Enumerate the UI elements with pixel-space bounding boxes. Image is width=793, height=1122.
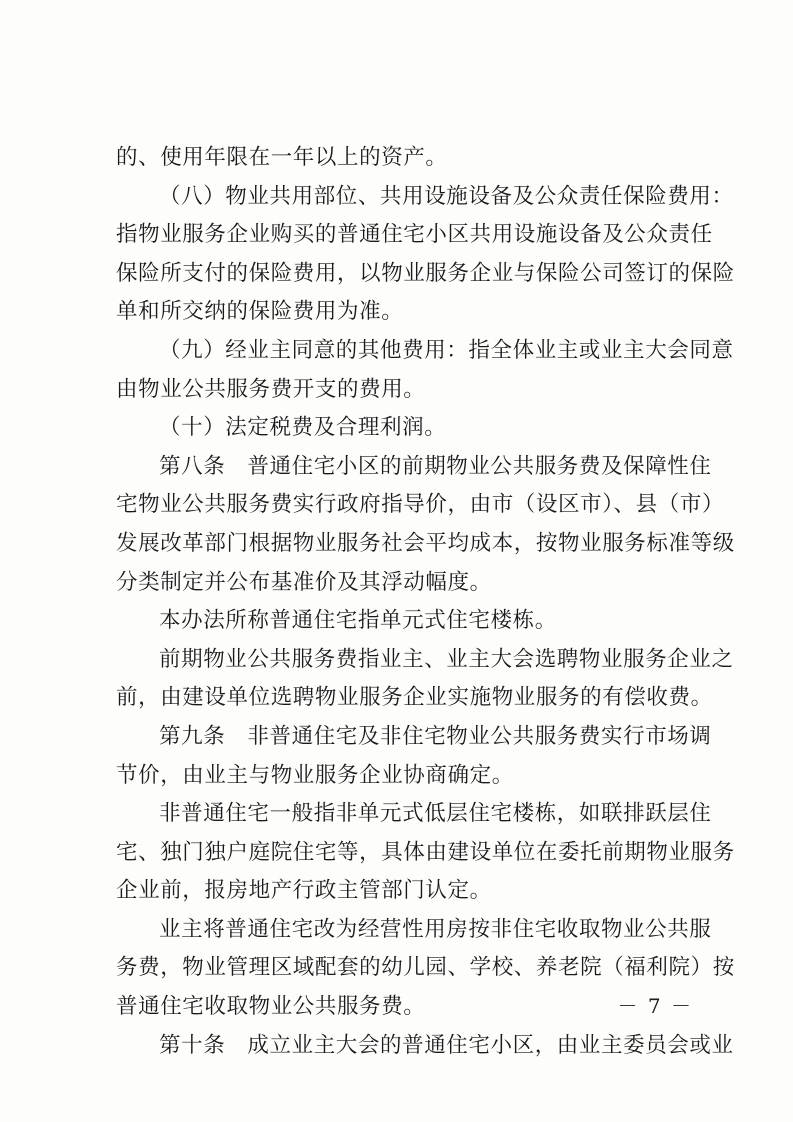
text-line: 宅、独门独户庭院住宅等，具体由建设单位在委托前期物业服务	[116, 839, 735, 865]
text-line: （八）物业共用部位、共用设施设备及公众责任保险费用：	[159, 183, 734, 209]
text-line: 的、使用年限在一年以上的资产。	[116, 145, 448, 170]
page-number: － 7 －	[617, 994, 693, 1018]
text-line: 分类制定并公布基准价及其浮动幅度。	[116, 569, 492, 595]
text-line: 节价，由业主与物业服务企业协商确定。	[116, 762, 514, 788]
text-line: 保险所支付的保险费用，以物业服务企业与保险公司签订的保险	[116, 260, 735, 286]
text-line: 宅物业公共服务费实行政府指导价，由市（设区市）、县（市）	[116, 492, 725, 518]
document-body	[116, 139, 735, 1065]
text-line: 企业前，报房地产行政主管部门认定。	[116, 878, 492, 904]
text-line: （九）经业主同意的其他费用：指全体业主或业主大会同意	[159, 337, 734, 363]
text-line: 非普通住宅一般指非单元式低层住宅楼栋，如联排跃层住	[159, 801, 712, 827]
text-line: 第十条 成立业主大会的普通住宅小区，由业主委员会或业	[159, 1032, 734, 1058]
text-line: 指物业服务企业购买的普通住宅小区共用设施设备及公众责任	[116, 222, 713, 248]
text-line: 前，由建设单位选聘物业服务企业实施物业服务的有偿收费。	[116, 685, 713, 711]
text-line: 普通住宅收取物业公共服务费。	[116, 994, 426, 1020]
text-line: 第八条 普通住宅小区的前期物业公共服务费及保障性住	[159, 453, 712, 479]
text-line: 务费，物业管理区域配套的幼儿园、学校、养老院（福利院）按	[116, 955, 735, 981]
text-line: 前期物业公共服务费指业主、业主大会选聘物业服务企业之	[159, 646, 734, 672]
text-line: 第九条 非普通住宅及非住宅物业公共服务费实行市场调	[159, 723, 712, 749]
text-line: 由物业公共服务费开支的费用。	[116, 376, 426, 402]
text-line: 本办法所称普通住宅指单元式住宅楼栋。	[159, 608, 557, 634]
text-line: （十）法定税费及合理利润。	[159, 415, 447, 441]
text-line: 单和所交纳的保险费用为准。	[116, 299, 404, 325]
text-line: 业主将普通住宅改为经营性用房按非住宅收取物业公共服	[159, 916, 712, 942]
text-line: 发展改革部门根据物业服务社会平均成本，按物业服务标准等级	[116, 530, 735, 556]
